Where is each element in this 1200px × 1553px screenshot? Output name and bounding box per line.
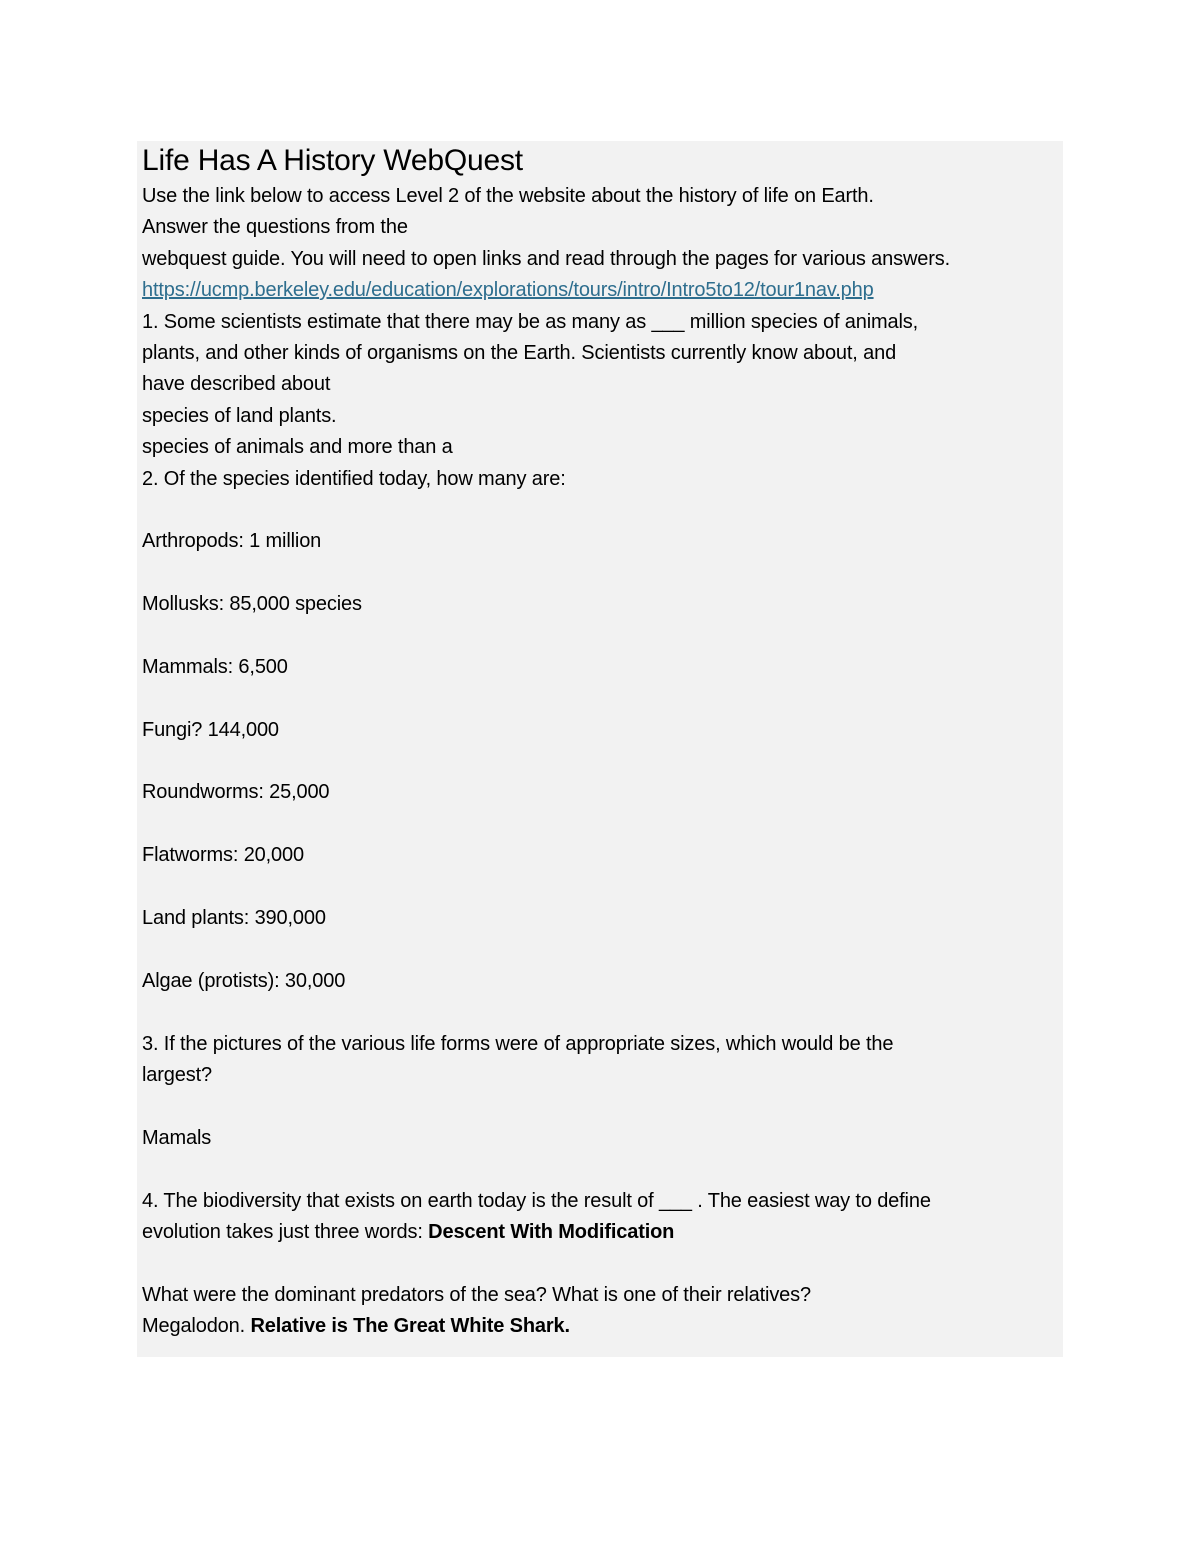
answer-fungi: Fungi? 144,000 <box>142 718 279 741</box>
question-5-answer-bold: Relative is The Great White Shark. <box>250 1315 570 1338</box>
question-5-answer-line <box>142 1311 1060 1342</box>
question-3-line-1: 3. If the pictures of the various life forms were of appropriate sizes, which would be the <box>142 1032 894 1055</box>
webquest-link[interactable]: https://ucmp.berkeley.edu/education/explorations/tours/intro/Intro5to12/tour1nav.php <box>142 279 874 302</box>
question-5-answer-plain: Megalodon. <box>142 1315 251 1338</box>
question-1-line-4: species of land plants. <box>142 404 337 427</box>
answer-mollusks: Mollusks: 85,000 species <box>142 593 362 616</box>
intro-line-2: Answer the questions from the <box>142 216 408 239</box>
answer-algae: Algae (protists): 30,000 <box>142 969 346 992</box>
answer-flatworms: Flatworms: 20,000 <box>142 844 304 867</box>
link-line <box>142 275 1060 306</box>
question-4-text: evolution takes just three words: <box>142 1220 429 1243</box>
question-1-line-1: 1. Some scientists estimate that there may be as many as ___ million species of animals, <box>142 310 919 333</box>
question-1-line-2: plants, and other kinds of organisms on the Earth. Scientists currently know about, and <box>142 341 897 364</box>
intro-line-1: Use the link below to access Level 2 of the website about the history of life on Earth. <box>142 185 874 207</box>
question-2: 2. Of the species identified today, how many are: <box>142 467 566 490</box>
question-4-line-1: 4. The biodiversity that exists on earth today is the result of ___ . The easiest way to define <box>142 1189 931 1212</box>
question-3-answer: Mamals <box>142 1126 212 1149</box>
answer-roundworms: Roundworms: 25,000 <box>142 781 330 804</box>
question-4-line-2 <box>142 1217 1060 1248</box>
question-5: What were the dominant predators of the sea? What is one of their relatives? <box>142 1283 811 1306</box>
question-4-answer: Descent With Modification <box>428 1220 675 1243</box>
document-content <box>142 141 1060 1342</box>
answer-arthropods: Arthropods: 1 million <box>142 530 322 553</box>
answer-mammals: Mammals: 6,500 <box>142 655 288 678</box>
question-1-line-3: have described about <box>142 373 331 396</box>
intro-line-3: webquest guide. You will need to open links and read through the pages for various answers. <box>142 247 951 270</box>
question-3-line-2: largest? <box>142 1063 212 1086</box>
answer-land-plants: Land plants: 390,000 <box>142 906 326 929</box>
document-title: Life Has A History WebQuest <box>142 144 523 177</box>
question-1-line-5: species of animals and more than a <box>142 436 453 459</box>
